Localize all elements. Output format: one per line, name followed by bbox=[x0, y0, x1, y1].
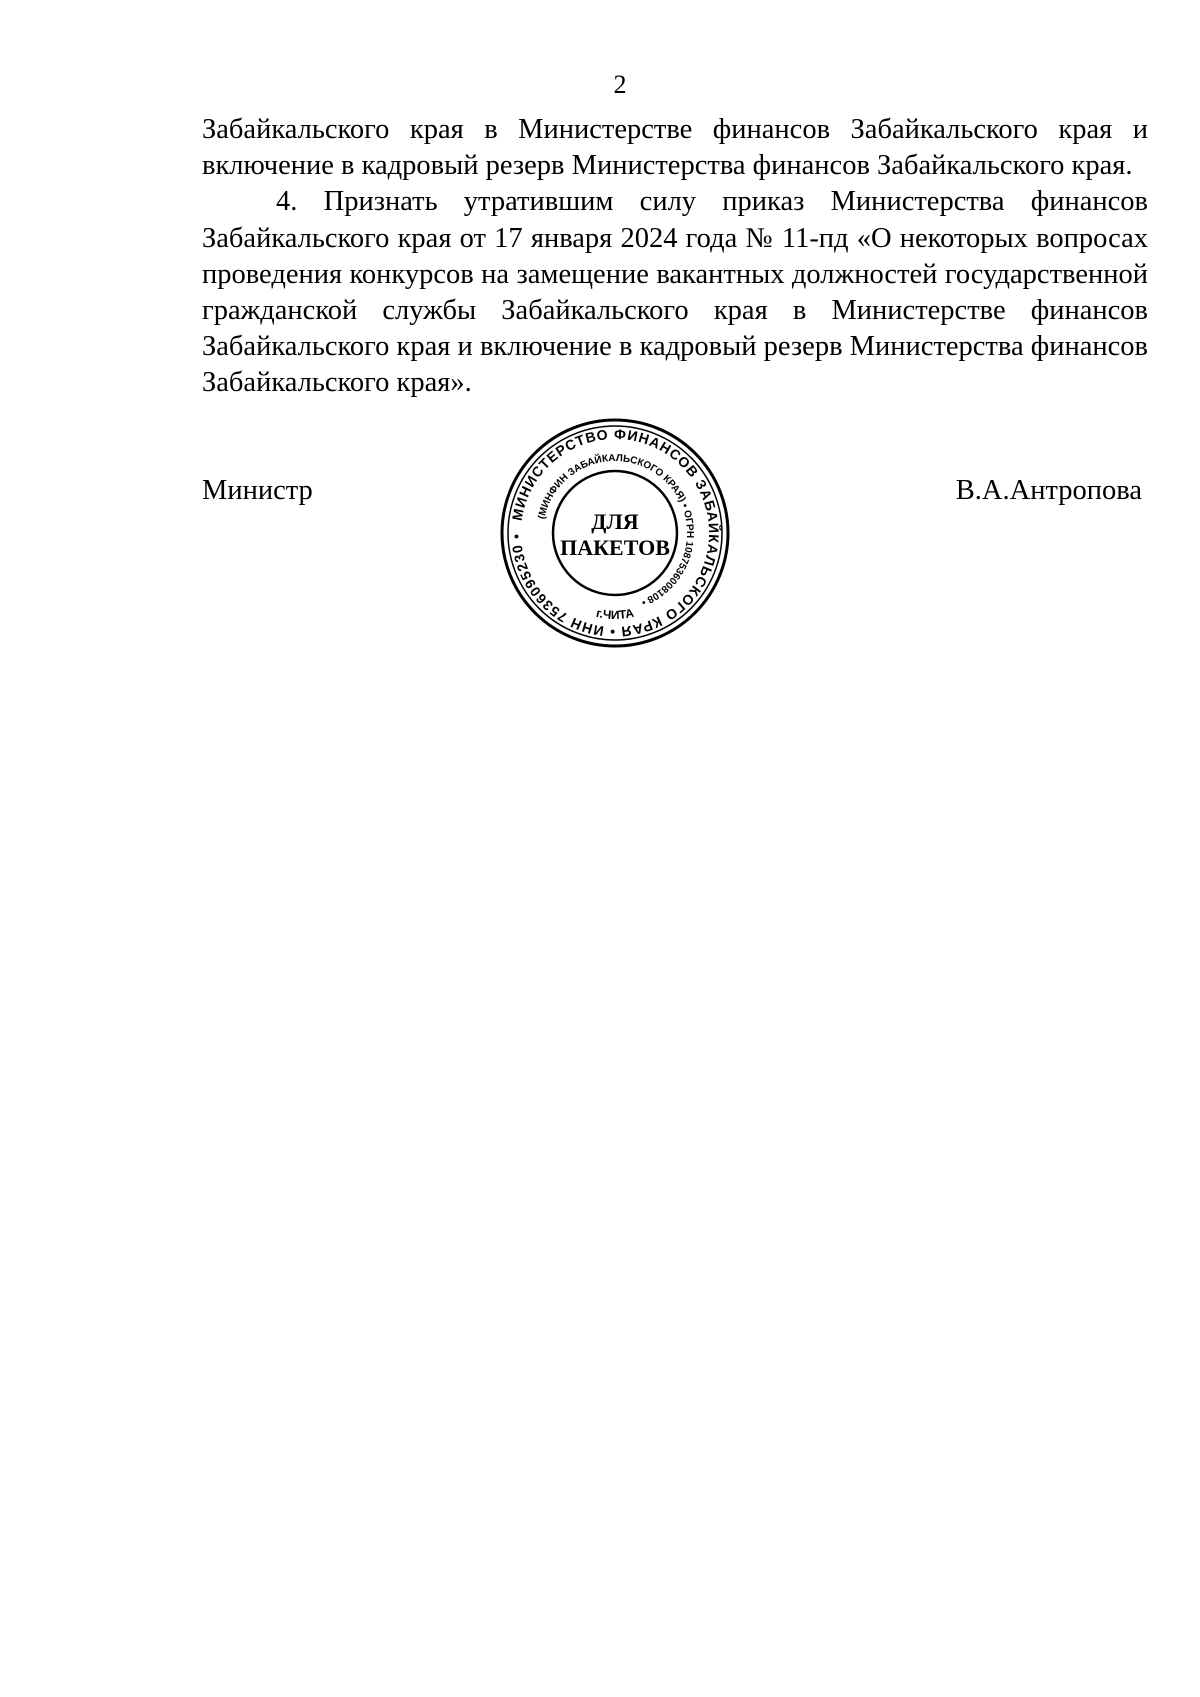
paragraph-continuation: Забайкальского края в Министерстве финансов Забайкальского края и включение в кадровый резерв Министерства финансов Забайкальского края. bbox=[202, 114, 1148, 182]
paragraph-item-4: 4. Признать утратившим силу приказ Министерства финансов Забайкальского края от 17 января 2024 года № 11-пд «О некоторых вопросах проведения конкурсов на замещение вакантных должностей государственной гражданской службы Забайкальского края в Министерстве финансов Забайкальского края и включение в кадровый резерв Министерства финансов Забайкальского края». bbox=[202, 186, 1148, 399]
seal-inner-text: (МИНФИН ЗАБАЙКАЛЬСКОГО КРАЯ) • ОГРН 1087536008108 • bbox=[536, 452, 696, 608]
seal-outer-text: МИНИСТЕРСТВО ФИНАНСОВ ЗАБАЙКАЛЬСКОГО КРАЯ • ИНН 7536095230 • bbox=[507, 425, 723, 641]
page-number: 2 bbox=[613, 70, 627, 99]
seal-city-text: г.ЧИТА bbox=[594, 605, 636, 622]
document-body bbox=[202, 112, 1148, 402]
signatory-name: В.А.Антропова bbox=[955, 475, 1142, 506]
official-seal bbox=[499, 417, 731, 649]
seal-center-line-2: ПАКЕТОВ bbox=[560, 535, 670, 560]
seal-center-line-1: ДЛЯ bbox=[591, 509, 639, 534]
signatory-title: Министр bbox=[202, 475, 313, 506]
